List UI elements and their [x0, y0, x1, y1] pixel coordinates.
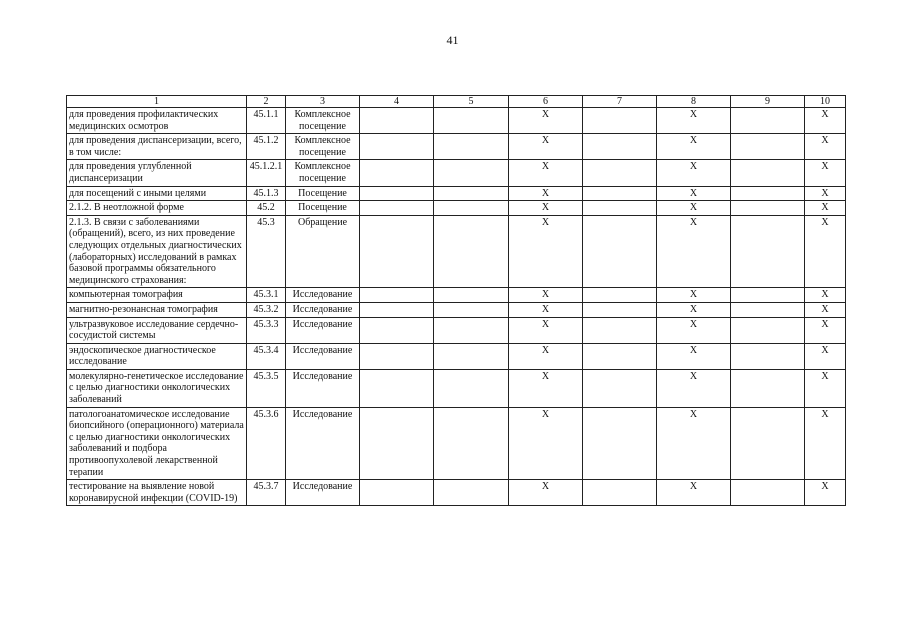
col4-cell	[360, 201, 434, 216]
row-code-cell: 45.1.3	[247, 186, 286, 201]
col4-cell	[360, 302, 434, 317]
col7-cell	[583, 108, 657, 134]
col10-cell: X	[805, 134, 846, 160]
row-unit-cell: Исследование	[286, 317, 360, 343]
col6-cell: X	[509, 160, 583, 186]
col9-cell	[731, 343, 805, 369]
col7-cell	[583, 134, 657, 160]
row-code-cell: 45.3.4	[247, 343, 286, 369]
row-name-cell: 2.1.3. В связи с заболеваниями (обращений), всего, из них проведение следующих отдельных диагностических (лабораторных) исследований в рамках базовой программы обязательного медицинского страхования:	[67, 215, 247, 288]
col5-cell	[434, 108, 509, 134]
column-header: 9	[731, 96, 805, 108]
col8-cell: X	[657, 343, 731, 369]
col10-cell: X	[805, 288, 846, 303]
col7-cell	[583, 288, 657, 303]
col4-cell	[360, 317, 434, 343]
row-name-cell: эндоскопическое диагностическое исследование	[67, 343, 247, 369]
col4-cell	[360, 160, 434, 186]
row-code-cell: 45.3.1	[247, 288, 286, 303]
column-header: 7	[583, 96, 657, 108]
col7-cell	[583, 302, 657, 317]
row-unit-cell: Исследование	[286, 343, 360, 369]
column-header: 4	[360, 96, 434, 108]
col6-cell: X	[509, 288, 583, 303]
row-name-cell: 2.1.2. В неотложной форме	[67, 201, 247, 216]
col7-cell	[583, 317, 657, 343]
col5-cell	[434, 134, 509, 160]
row-code-cell: 45.1.2	[247, 134, 286, 160]
col9-cell	[731, 288, 805, 303]
table-row	[67, 186, 846, 201]
col9-cell	[731, 134, 805, 160]
col6-cell: X	[509, 343, 583, 369]
col5-cell	[434, 317, 509, 343]
row-code-cell: 45.3.6	[247, 407, 286, 480]
col6-cell: X	[509, 215, 583, 288]
data-table	[66, 95, 846, 506]
col6-cell: X	[509, 369, 583, 407]
column-header: 5	[434, 96, 509, 108]
col5-cell	[434, 302, 509, 317]
col4-cell	[360, 407, 434, 480]
col8-cell: X	[657, 201, 731, 216]
row-unit-cell: Посещение	[286, 201, 360, 216]
col5-cell	[434, 186, 509, 201]
col8-cell: X	[657, 302, 731, 317]
col8-cell: X	[657, 288, 731, 303]
col10-cell: X	[805, 186, 846, 201]
col9-cell	[731, 215, 805, 288]
column-header: 8	[657, 96, 731, 108]
row-unit-cell: Посещение	[286, 186, 360, 201]
col10-cell: X	[805, 215, 846, 288]
row-name-cell: патологоанатомическое исследование биопсийного (операционного) материала с целью диагностики онкологических заболеваний и подбора противоопухолевой лекарственной терапии	[67, 407, 247, 480]
col7-cell	[583, 201, 657, 216]
col10-cell: X	[805, 407, 846, 480]
table-row	[67, 480, 846, 506]
col6-cell: X	[509, 480, 583, 506]
table-row	[67, 302, 846, 317]
row-code-cell: 45.3	[247, 215, 286, 288]
row-name-cell: для посещений с иными целями	[67, 186, 247, 201]
col7-cell	[583, 160, 657, 186]
col7-cell	[583, 407, 657, 480]
col10-cell: X	[805, 302, 846, 317]
col7-cell	[583, 215, 657, 288]
table-row	[67, 369, 846, 407]
col10-cell: X	[805, 369, 846, 407]
col10-cell: X	[805, 480, 846, 506]
column-header: 2	[247, 96, 286, 108]
col5-cell	[434, 480, 509, 506]
col8-cell: X	[657, 134, 731, 160]
col9-cell	[731, 201, 805, 216]
header-row	[67, 96, 846, 108]
col8-cell: X	[657, 369, 731, 407]
col7-cell	[583, 343, 657, 369]
col6-cell: X	[509, 134, 583, 160]
col9-cell	[731, 317, 805, 343]
column-header: 6	[509, 96, 583, 108]
col8-cell: X	[657, 186, 731, 201]
col5-cell	[434, 343, 509, 369]
col9-cell	[731, 407, 805, 480]
table-row	[67, 407, 846, 480]
row-name-cell: молекулярно-генетическое исследование с целью диагностики онкологических заболеваний	[67, 369, 247, 407]
col5-cell	[434, 201, 509, 216]
col9-cell	[731, 186, 805, 201]
row-name-cell: компьютерная томография	[67, 288, 247, 303]
row-unit-cell: Обращение	[286, 215, 360, 288]
col10-cell: X	[805, 201, 846, 216]
col5-cell	[434, 215, 509, 288]
col4-cell	[360, 480, 434, 506]
col10-cell: X	[805, 160, 846, 186]
col9-cell	[731, 369, 805, 407]
row-code-cell: 45.3.3	[247, 317, 286, 343]
row-unit-cell: Исследование	[286, 288, 360, 303]
col6-cell: X	[509, 407, 583, 480]
col4-cell	[360, 134, 434, 160]
col10-cell: X	[805, 317, 846, 343]
row-name-cell: тестирование на выявление новой коронавирусной инфекции (COVID-19)	[67, 480, 247, 506]
column-header: 10	[805, 96, 846, 108]
row-name-cell: для проведения углубленной диспансеризации	[67, 160, 247, 186]
col4-cell	[360, 108, 434, 134]
col8-cell: X	[657, 480, 731, 506]
row-name-cell: ультразвуковое исследование сердечно-сосудистой системы	[67, 317, 247, 343]
row-unit-cell: Исследование	[286, 407, 360, 480]
table-row	[67, 201, 846, 216]
col7-cell	[583, 186, 657, 201]
col5-cell	[434, 369, 509, 407]
table-row	[67, 288, 846, 303]
table-row	[67, 134, 846, 160]
col9-cell	[731, 302, 805, 317]
table-row	[67, 160, 846, 186]
col9-cell	[731, 108, 805, 134]
table-row	[67, 317, 846, 343]
col5-cell	[434, 407, 509, 480]
row-code-cell: 45.3.2	[247, 302, 286, 317]
col6-cell: X	[509, 317, 583, 343]
col8-cell: X	[657, 215, 731, 288]
col10-cell: X	[805, 108, 846, 134]
table-row	[67, 215, 846, 288]
column-header: 1	[67, 96, 247, 108]
col4-cell	[360, 186, 434, 201]
col4-cell	[360, 369, 434, 407]
col6-cell: X	[509, 186, 583, 201]
row-code-cell: 45.2	[247, 201, 286, 216]
col5-cell	[434, 288, 509, 303]
table-row	[67, 343, 846, 369]
col4-cell	[360, 215, 434, 288]
page-number: 41	[446, 33, 459, 47]
col8-cell: X	[657, 317, 731, 343]
row-name-cell: для проведения диспансеризации, всего, в том числе:	[67, 134, 247, 160]
row-unit-cell: Комплексное посещение	[286, 108, 360, 134]
row-unit-cell: Комплексное посещение	[286, 134, 360, 160]
table-row	[67, 108, 846, 134]
row-code-cell: 45.3.7	[247, 480, 286, 506]
col7-cell	[583, 480, 657, 506]
col9-cell	[731, 480, 805, 506]
row-unit-cell: Исследование	[286, 369, 360, 407]
col6-cell: X	[509, 108, 583, 134]
col6-cell: X	[509, 302, 583, 317]
col8-cell: X	[657, 108, 731, 134]
column-header: 3	[286, 96, 360, 108]
col9-cell	[731, 160, 805, 186]
col10-cell: X	[805, 343, 846, 369]
row-code-cell: 45.1.1	[247, 108, 286, 134]
col8-cell: X	[657, 407, 731, 480]
row-name-cell: для проведения профилактических медицинских осмотров	[67, 108, 247, 134]
row-unit-cell: Исследование	[286, 480, 360, 506]
col8-cell: X	[657, 160, 731, 186]
row-name-cell: магнитно-резонансная томография	[67, 302, 247, 317]
row-code-cell: 45.1.2.1	[247, 160, 286, 186]
col7-cell	[583, 369, 657, 407]
col5-cell	[434, 160, 509, 186]
row-unit-cell: Комплексное посещение	[286, 160, 360, 186]
row-code-cell: 45.3.5	[247, 369, 286, 407]
col4-cell	[360, 343, 434, 369]
row-unit-cell: Исследование	[286, 302, 360, 317]
col6-cell: X	[509, 201, 583, 216]
col4-cell	[360, 288, 434, 303]
